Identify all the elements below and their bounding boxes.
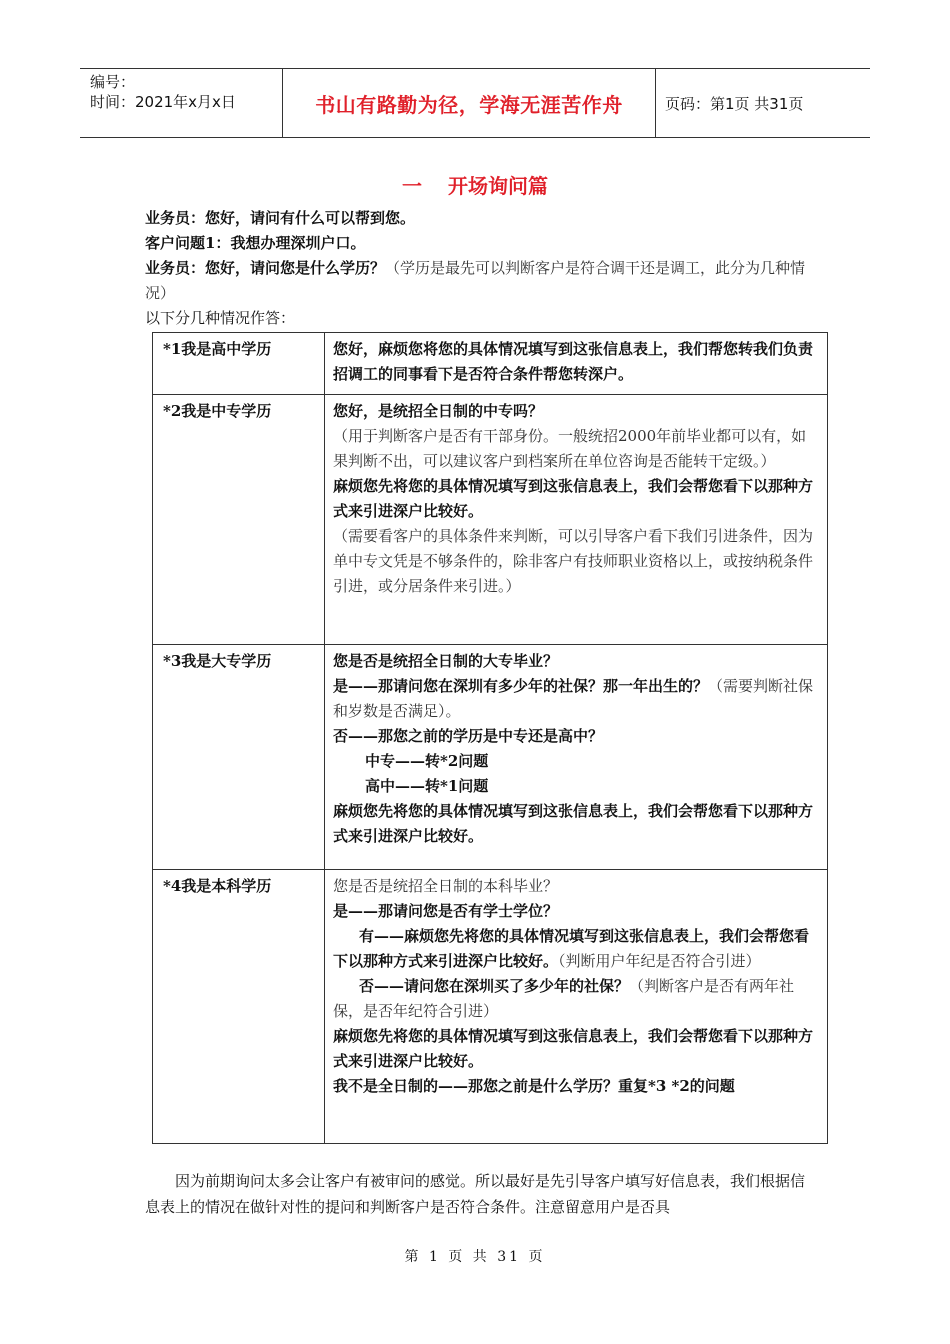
- answer-note: （用于判断客户是否有干部身份。一般统招2000年前毕业都可以有，如果判断不出，可以建议客户到档案所在单位咨询是否能转干定级。）: [333, 427, 807, 470]
- qa-table: [152, 332, 828, 1144]
- answer-line: [333, 674, 821, 724]
- table-row: [153, 870, 828, 1144]
- intro-line-3: [145, 256, 825, 306]
- question-cell: *1我是高中学历: [153, 333, 325, 395]
- answer-line: 麻烦您先将您的具体情况填写到这张信息表上，我们会帮您看下以那种方式来引进深户比较好。: [333, 1027, 814, 1070]
- answer-line: [333, 924, 821, 974]
- question-cell: *4我是本科学历: [153, 870, 325, 1144]
- date-label: 时间：2021年x月x日: [90, 93, 236, 111]
- section-title: [0, 170, 950, 199]
- answer-line: 您是否是统招全日制的本科毕业？: [333, 877, 559, 895]
- section-title-text: 开场询问篇: [448, 174, 548, 198]
- answer-text: 是——那请问您在深圳有多少年的社保？那一年出生的？: [333, 677, 709, 695]
- answer-text: 有——麻烦您先将您的具体情况填写到这张信息表上，我们会帮您看下以那种方式来引进深户比较好。: [333, 927, 810, 970]
- table-row: [153, 395, 828, 645]
- answer-line: 是——那请问您是否有学士学位？: [333, 902, 559, 920]
- answer-line: 您是否是统招全日制的大专毕业？: [333, 652, 559, 670]
- answer-line: 否——那您之前的学历是中专还是高中？: [333, 727, 604, 745]
- intro-line-4: 以下分几种情况作答：: [145, 309, 296, 327]
- answer-cell: [325, 333, 828, 395]
- answer-line: 您好，麻烦您将您的具体情况填写到这张信息表上，我们帮您转我们负责招调工的同事看下是否符合条件帮您转深户。: [333, 340, 814, 383]
- answer-note: （判断用户年纪是否符合引进）: [558, 952, 761, 970]
- answer-note: （判断客户是否有两年社保，是否年纪符合引进）: [333, 977, 795, 1020]
- section-number: 一: [402, 174, 422, 198]
- answer-line: [333, 974, 821, 1024]
- intro-block: [145, 206, 825, 331]
- answer-text: 否——请问您在深圳买了多少年的社保？: [359, 977, 630, 995]
- answer-line: 中专——转*2问题: [365, 752, 489, 770]
- answer-note: （需要判断社保和岁数是否满足）。: [333, 677, 814, 720]
- answer-note: （需要看客户的具体条件来判断，可以引导客户看下我们引进条件，因为单中专文凭是不够条件的，除非客户有技师职业资格以上，或按纳税条件引进，或分居条件来引进。）: [333, 527, 814, 595]
- answer-cell: [325, 870, 828, 1144]
- header-meta: [80, 69, 282, 137]
- question-cell: *2我是中专学历: [153, 395, 325, 645]
- header-page-info: 页码：第1页 共31页: [665, 94, 804, 113]
- answer-line: 我不是全日制的——那您之前是什么学历？重复*3 *2的问题: [333, 1077, 735, 1095]
- intro-line-3-note: （学历是最先可以判断客户是符合调干还是调工，此分为几种情况）: [145, 259, 806, 302]
- page-header: [80, 68, 870, 138]
- answer-line: 您好，是统招全日制的中专吗？: [333, 402, 544, 420]
- intro-line-1: 业务员：您好，请问有什么可以帮到您。: [145, 209, 416, 227]
- question-cell: *3我是大专学历: [153, 645, 325, 870]
- header-motto: 书山有路勤为径，学海无涯苦作舟: [282, 69, 656, 137]
- answer-line: 高中——转*1问题: [365, 777, 489, 795]
- intro-line-3-bold: 业务员：您好，请问您是什么学历？: [145, 259, 386, 277]
- answer-line: 麻烦您先将您的具体情况填写到这张信息表上，我们会帮您看下以那种方式来引进深户比较好。: [333, 802, 814, 845]
- code-label: 编号：: [90, 73, 136, 91]
- intro-line-2: 客户问题1：我想办理深圳户口。: [145, 234, 366, 252]
- answer-cell: [325, 645, 828, 870]
- answer-line: 麻烦您先将您的具体情况填写到这张信息表上，我们会帮您看下以那种方式来引进深户比较好。: [333, 477, 814, 520]
- table-row: [153, 333, 828, 395]
- answer-cell: [325, 395, 828, 645]
- table-row: [153, 645, 828, 870]
- closing-paragraph: 因为前期询问太多会让客户有被审问的感觉。所以最好是先引导客户填写好信息表，我们根据信息表上的情况在做针对性的提问和判断客户是否符合条件。注意留意用户是否具: [145, 1172, 806, 1216]
- page-footer: 第 1 页 共 31 页: [404, 1249, 546, 1265]
